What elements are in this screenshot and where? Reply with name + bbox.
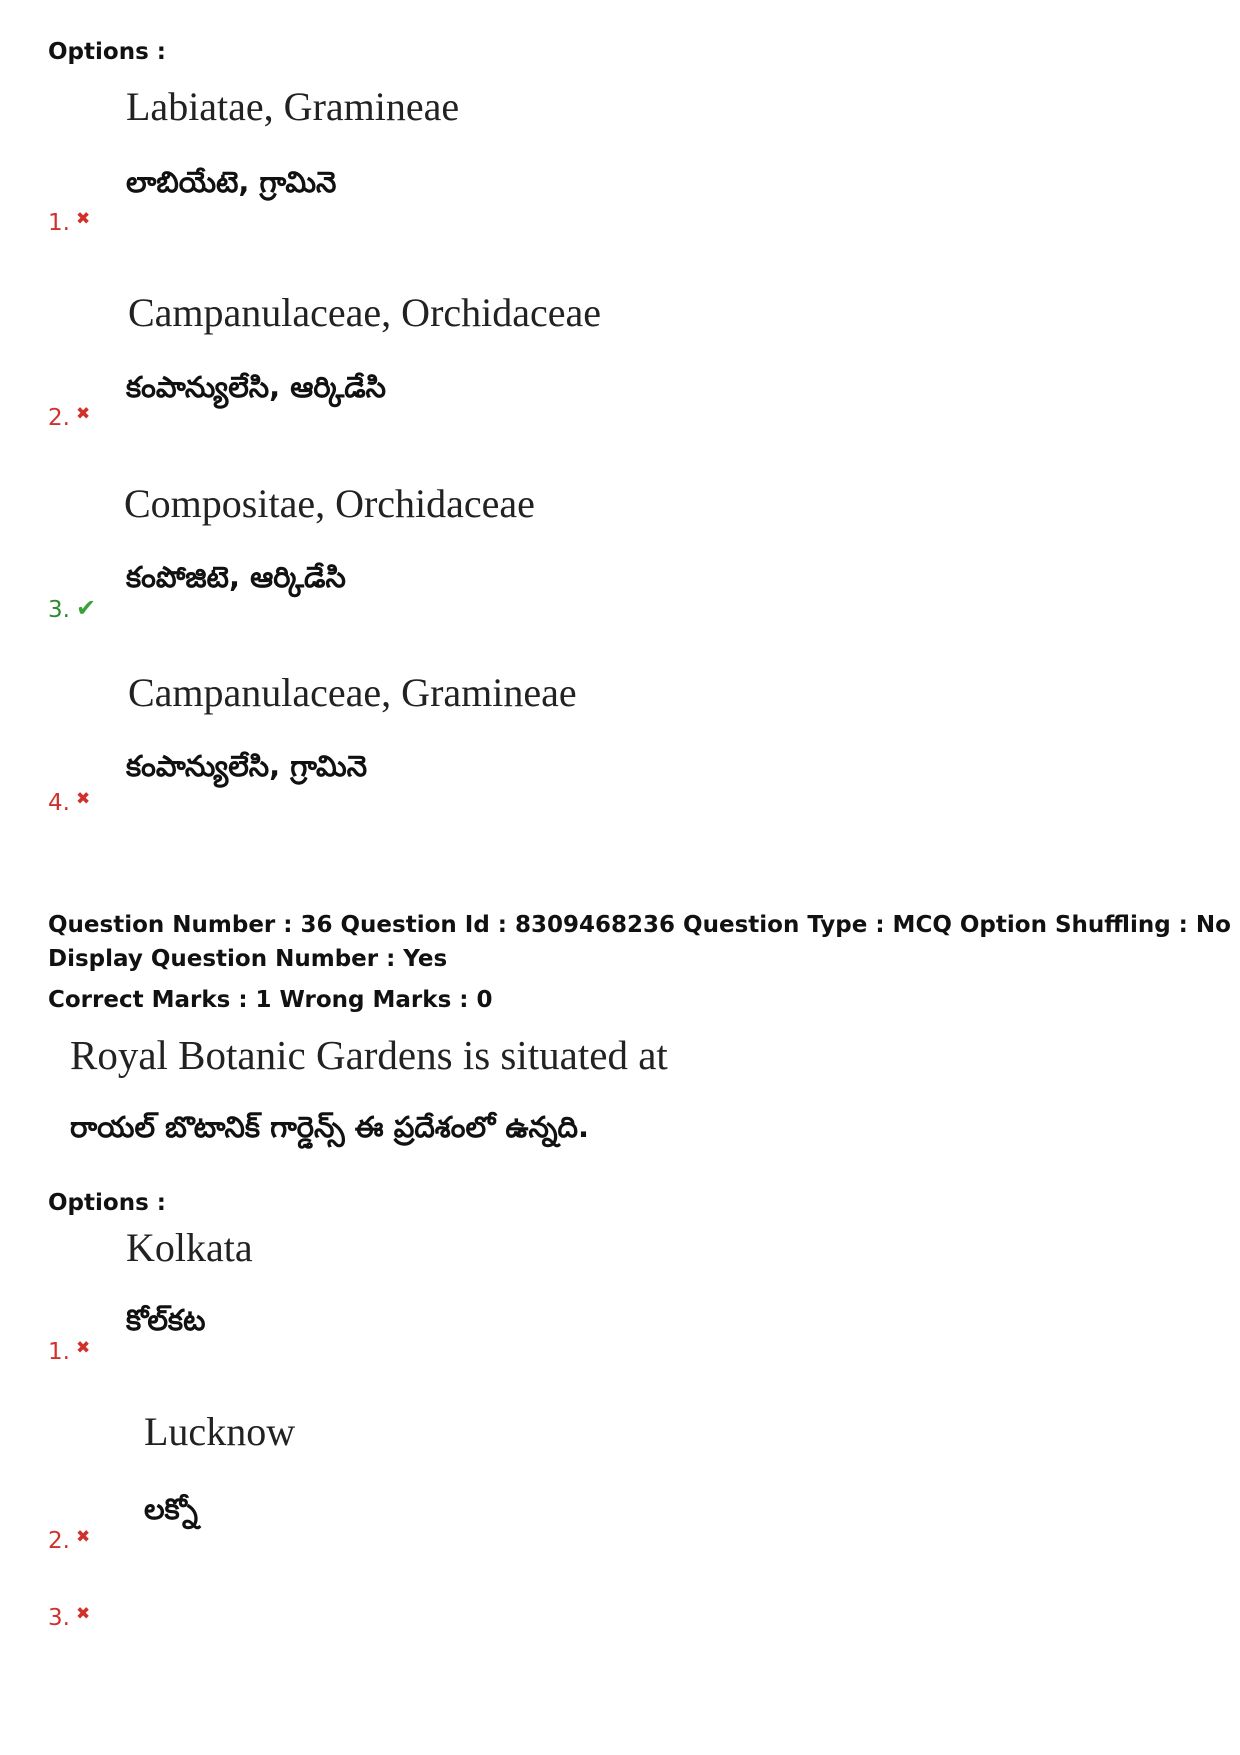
question-meta-line: Question Number : 36 Question Id : 8309468236 Question Type : MCQ Option Shuffling : No: [48, 912, 1231, 938]
question-telugu-text: రాయల్ బొటానిక్ గార్డెన్స్ ఈ ప్రదేశంలో ఉన్నది.: [70, 1110, 590, 1144]
option-english-text: Labiatae, Gramineae: [126, 84, 460, 129]
option-english-text: Kolkata: [126, 1225, 253, 1270]
option-number-label: 3.: [48, 597, 70, 623]
option-english-text: Compositae, Orchidaceae: [124, 481, 535, 526]
option-telugu-text: లక్నో: [144, 1492, 198, 1526]
option-number: [48, 1600, 90, 1632]
cross-mark-icon: ✖: [75, 1338, 91, 1358]
option-number: [48, 1523, 90, 1555]
options-label: Options :: [48, 39, 166, 65]
option-number: [48, 1334, 90, 1366]
cross-mark-icon: ✖: [75, 404, 91, 424]
option-telugu-text: కంపాన్యులేసి, ఆర్కిడేసి: [126, 370, 387, 404]
option-number-label: 2.: [48, 1528, 70, 1554]
option-number-label: 1.: [48, 1339, 70, 1365]
option-english-text: Campanulaceae, Orchidaceae: [128, 290, 602, 335]
option-english-text: Campanulaceae, Gramineae: [128, 670, 577, 715]
option-number: [48, 205, 90, 237]
cross-mark-icon: ✖: [75, 1604, 91, 1624]
question-english-text: Royal Botanic Gardens is situated at: [70, 1032, 668, 1078]
option-telugu-text: లాబియేటె, గ్రామినె: [126, 165, 337, 199]
option-number-label: 4.: [48, 790, 70, 816]
cross-mark-icon: ✖: [75, 789, 91, 809]
option-number: [48, 594, 96, 624]
question-marks-line: Correct Marks : 1 Wrong Marks : 0: [48, 987, 493, 1013]
question-display-line: Display Question Number : Yes: [48, 946, 448, 972]
option-telugu-text: కంపాన్యులేసి, గ్రామినె: [126, 749, 368, 783]
check-mark-icon: ✔: [75, 594, 97, 622]
option-number: [48, 785, 90, 817]
option-number-label: 1.: [48, 210, 70, 236]
option-english-text: Lucknow: [144, 1409, 296, 1454]
option-number-label: 2.: [48, 405, 70, 431]
cross-mark-icon: ✖: [75, 1527, 91, 1547]
option-number-label: 3.: [48, 1605, 70, 1631]
option-number: [48, 400, 90, 432]
cross-mark-icon: ✖: [75, 209, 91, 229]
option-telugu-text: కంపోజిటె, ఆర్కిడేసి: [126, 560, 346, 594]
options-label: Options :: [48, 1190, 166, 1216]
option-telugu-text: కోల్‌కట: [126, 1303, 206, 1337]
